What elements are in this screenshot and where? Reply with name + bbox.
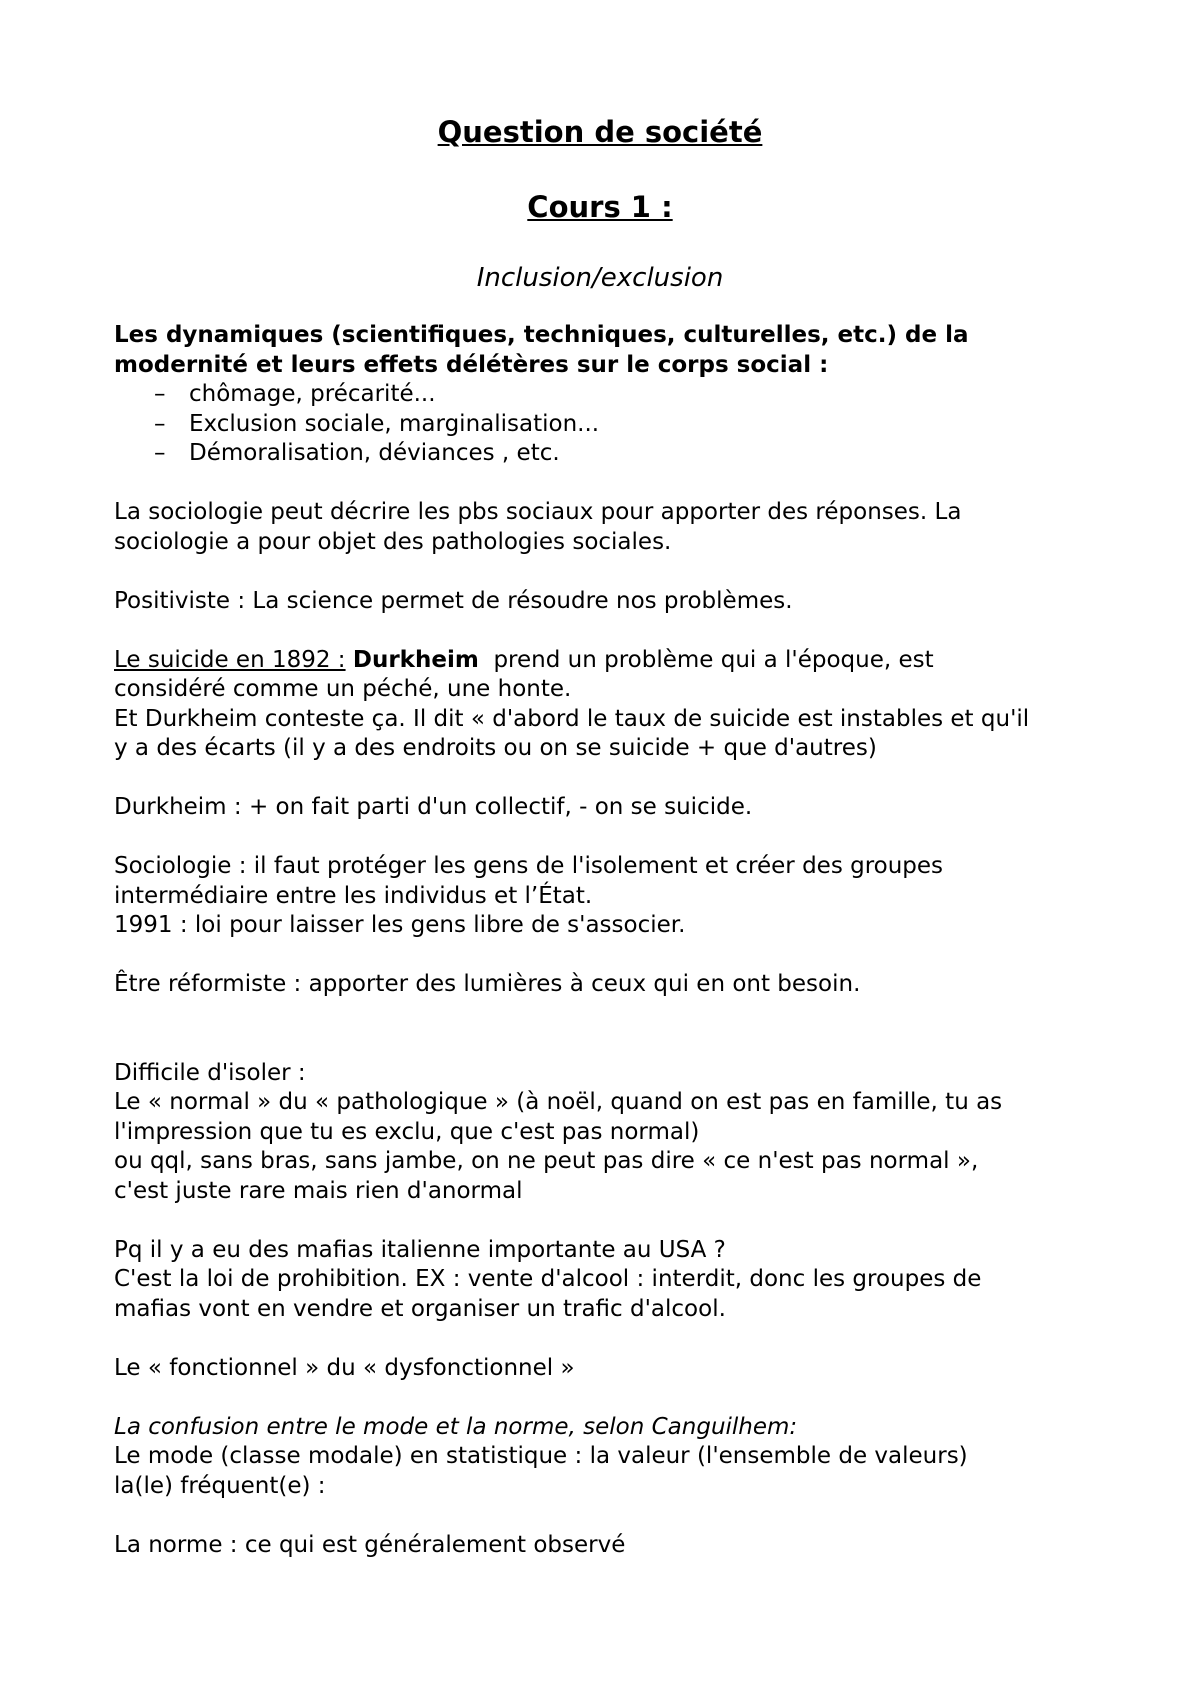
intro-heading-line-2: modernité et leurs effets délétères sur le corps social : — [114, 351, 829, 378]
contest-paragraph-line-2: y a des écarts (il y a des endroits ou on se suicide + que d'autres) — [114, 735, 877, 761]
normal-paragraph-line-4: c'est juste rare mais rien d'anormal — [114, 1177, 523, 1204]
normal-paragraph-line-2: l'impression que tu es exclu, que c'est pas normal) — [114, 1118, 700, 1145]
suicide-label: Le suicide en 1892 : — [114, 646, 346, 673]
durkheim-name: Durkheim — [352, 646, 479, 673]
course-subtitle: Inclusion/exclusion — [476, 263, 724, 293]
canguilhem-heading: La confusion entre le mode et la norme, selon Canguilhem: — [114, 1413, 798, 1440]
suicide-paragraph-line-1 — [114, 646, 1104, 676]
list-item — [154, 380, 1104, 410]
sociology-paragraph-line-2: sociologie a pour objet des pathologies sociales. — [114, 528, 672, 555]
list-item-text: Exclusion sociale, marginalisation... — [189, 410, 600, 437]
difficult-heading: Difficile d'isoler : — [114, 1059, 306, 1086]
list-item — [154, 439, 1104, 469]
mafia-answer-line-1: C'est la loi de prohibition. EX : vente d'alcool : interdit, donc les groupes de — [114, 1266, 982, 1292]
course-heading: Cours 1 : — [527, 190, 673, 224]
durkheim-collective-paragraph: Durkheim : + on fait parti d'un collectif, - on se suicide. — [114, 794, 753, 820]
intro-heading-line-1: Les dynamiques (scientifiques, techniques, culturelles, etc.) de la — [114, 322, 969, 348]
mafia-answer-line-2: mafias vont en vendre et organiser un trafic d'alcool. — [114, 1295, 726, 1322]
mode-paragraph-line-1: Le mode (classe modale) en statistique : la valeur (l'ensemble de valeurs) — [114, 1443, 968, 1469]
dash-bullet: – — [154, 410, 166, 437]
norme-paragraph: La norme : ce qui est généralement observé — [114, 1531, 626, 1558]
list-item-text: Démoralisation, déviances , etc. — [189, 440, 560, 466]
normal-paragraph-line-1: Le « normal » du « pathologique » (à noël, quand on est pas en famille, tu as — [114, 1089, 1003, 1115]
law-1991-paragraph: 1991 : loi pour laisser les gens libre de s'associer. — [114, 912, 686, 938]
normal-paragraph-line-3: ou qql, sans bras, sans jambe, on ne peut pas dire « ce n'est pas normal », — [114, 1148, 979, 1174]
list-item — [154, 410, 1104, 440]
suicide-text: prend un problème qui a l'époque, est — [493, 646, 934, 673]
suicide-paragraph-line-2: considéré comme un péché, une honte. — [114, 676, 572, 702]
sociology-paragraph-line-1: La sociologie peut décrire les pbs sociaux pour apporter des réponses. La — [114, 499, 962, 525]
dash-bullet: – — [154, 440, 166, 466]
mafia-question: Pq il y a eu des mafias italienne importante au USA ? — [114, 1236, 726, 1263]
dash-bullet: – — [154, 381, 166, 407]
sociology-groups-line-1: Sociologie : il faut protéger les gens de l'isolement et créer des groupes — [114, 853, 944, 879]
positivist-paragraph: Positiviste : La science permet de résoudre nos problèmes. — [114, 587, 793, 614]
document-title: Question de société — [437, 115, 763, 149]
document-body — [114, 321, 1104, 1560]
contest-paragraph-line-1: Et Durkheim conteste ça. Il dit « d'abord le taux de suicide est instables et qu'il — [114, 705, 1030, 732]
functional-paragraph: Le « fonctionnel » du « dysfonctionnel » — [114, 1354, 575, 1381]
sociology-groups-line-2: intermédiaire entre les individus et l’État. — [114, 882, 593, 909]
effects-list — [114, 380, 1104, 469]
reformist-paragraph: Être réformiste : apporter des lumières à ceux qui en ont besoin. — [114, 971, 861, 997]
list-item-text: chômage, précarité... — [189, 381, 436, 407]
mode-paragraph-line-2: la(le) fréquent(e) : — [114, 1472, 326, 1499]
